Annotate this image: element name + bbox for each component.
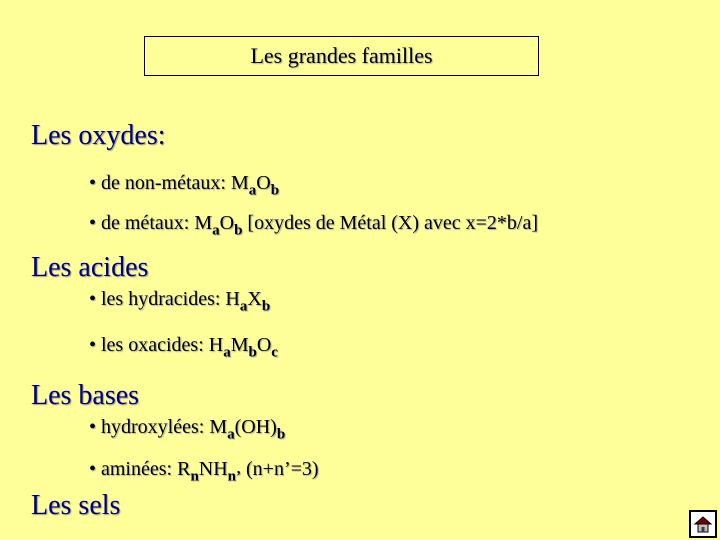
- formula-subscript: a: [223, 344, 231, 361]
- formula-subscript: b: [261, 298, 271, 315]
- item-bases-aminees: [89, 458, 319, 485]
- item-oxydes-non-metaux: [89, 172, 279, 199]
- item-label: • de métaux:: [89, 212, 195, 234]
- heading-bases: Les bases: [31, 380, 140, 411]
- heading-acides: Les acides: [31, 252, 149, 283]
- formula-part: H: [225, 288, 240, 310]
- home-icon: [693, 514, 713, 534]
- formula-subscript: n: [190, 468, 199, 485]
- slide-title: [144, 36, 539, 76]
- formula-part: R: [177, 458, 191, 480]
- formula-subscript: c: [271, 344, 278, 361]
- formula-part: O: [219, 212, 235, 234]
- formula-part: O: [256, 334, 272, 356]
- item-note: [oxydes de Métal (X) avec x=2*b/a]: [242, 212, 539, 234]
- formula-part: M: [194, 212, 213, 234]
- slide-title-text: Les grandes familles: [250, 43, 433, 68]
- formula-part: H: [208, 334, 224, 356]
- formula-subscript: a: [239, 298, 248, 315]
- item-oxydes-metaux: [89, 212, 538, 239]
- formula-subscript: b: [270, 182, 280, 199]
- formula-subscript: n’: [227, 468, 242, 485]
- item-label: • les hydracides:: [89, 288, 226, 310]
- formula-subscript: a: [248, 182, 257, 199]
- formula-part: X: [247, 288, 262, 310]
- item-bases-hydroxylees: [89, 416, 285, 443]
- item-label: • de non-métaux:: [89, 172, 231, 194]
- heading-sels: Les sels: [31, 490, 121, 521]
- formula-subscript: b: [276, 426, 286, 443]
- formula-part: (OH): [234, 416, 277, 438]
- formula-part: M: [230, 172, 249, 194]
- formula-part: M: [209, 416, 228, 438]
- formula-part: M: [230, 334, 249, 356]
- formula-subscript: a: [212, 222, 220, 239]
- formula-part: O: [256, 172, 271, 194]
- item-note: (n+n’=3): [241, 458, 319, 480]
- formula-subscript: a: [227, 426, 235, 443]
- home-button[interactable]: [689, 510, 717, 538]
- heading-oxydes: Les oxydes:: [31, 120, 166, 151]
- item-acides-hydracides: [89, 288, 270, 315]
- formula-subscript: b: [248, 344, 257, 361]
- formula-subscript: b: [234, 222, 243, 239]
- item-label: • hydroxylées:: [89, 416, 210, 438]
- item-acides-oxacides: [89, 334, 278, 361]
- item-label: • aminées:: [89, 458, 178, 480]
- formula-part: NH: [198, 458, 228, 480]
- item-label: • les oxacides:: [89, 334, 209, 356]
